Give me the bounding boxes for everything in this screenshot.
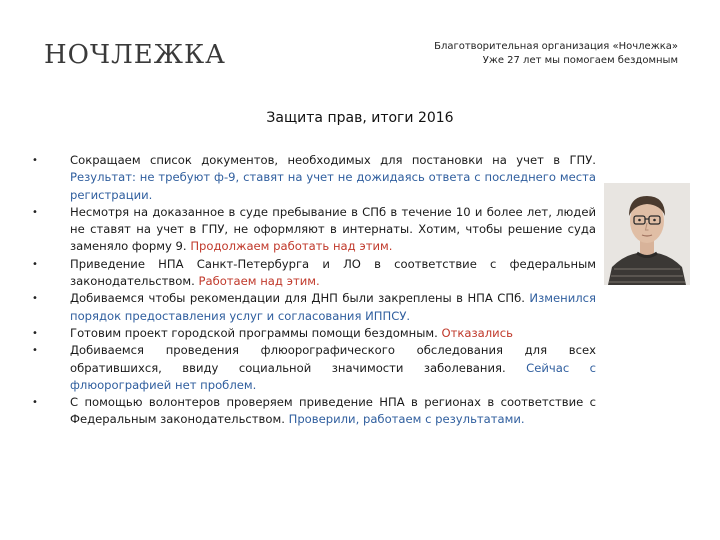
page-title: Защита прав, итоги 2016 [266, 110, 454, 126]
org-tagline: Уже 27 лет мы помогаем бездомным [482, 55, 678, 66]
list-item [30, 342, 596, 394]
item-status: Результат: не требуют ф-9, ставят на учет не дожидаясь ответа с последнего места регистрации. [70, 170, 596, 202]
list-item [30, 204, 596, 256]
bullet-icon: • [32, 293, 38, 305]
bullet-icon: • [32, 258, 38, 270]
bullet-icon: • [32, 345, 38, 357]
bullet-icon: • [32, 397, 38, 409]
list-item [30, 256, 596, 291]
item-status: Сейчас с флюорографией нет проблем. [70, 360, 597, 392]
item-status: Отказались [441, 325, 513, 340]
item-status: Продолжаем работать над этим. [190, 239, 393, 254]
org-name: Благотворительная организация «Ночлежка» [434, 41, 678, 52]
item-status: Проверили, работаем с результатами. [288, 412, 525, 427]
person-photo [604, 183, 690, 285]
item-text: Готовим проект городской программы помощи бездомным. [70, 325, 438, 340]
org-info [434, 40, 678, 68]
item-text: Приведение НПА Санкт-Петербурга и ЛО в соответствие с федеральным законодательством. [70, 256, 596, 289]
list-item [30, 290, 596, 325]
bullet-icon: • [32, 206, 38, 218]
item-text: Сокращаем список документов, необходимых для постановки на учет в ГПУ. [70, 153, 596, 167]
bullet-icon: • [32, 155, 38, 166]
list-item [30, 325, 596, 342]
item-status: Изменился порядок предоставления услуг и согласования ИППСУ. [70, 291, 596, 323]
list-item [30, 394, 596, 429]
person-photo-illustration [604, 183, 690, 285]
item-text: С помощью волонтеров проверяем приведение НПА в регионах в соответствие с Федеральным законодательством. [70, 395, 596, 427]
item-text: Добиваемся чтобы рекомендации для ДНП были закреплены в НПА СПб. [70, 291, 525, 306]
bullet-list [30, 152, 596, 429]
logo: НОЧЛЕЖКА [44, 40, 226, 70]
list-item [30, 152, 596, 204]
bullet-icon: • [32, 327, 38, 339]
item-text: Добиваемся проведения флюорографического обследования для всех обратившихся, ввиду социальной значимости заболевания. [70, 343, 596, 375]
item-text: Несмотря на доказанное в суде пребывание в СПб в течение 10 и более лет, людей не ставят на учет в ГПУ, не оформляют в интернаты. Хотим, чтобы решение суда заменяло форму 9. [70, 204, 596, 254]
item-status: Работаем над этим. [198, 274, 320, 289]
